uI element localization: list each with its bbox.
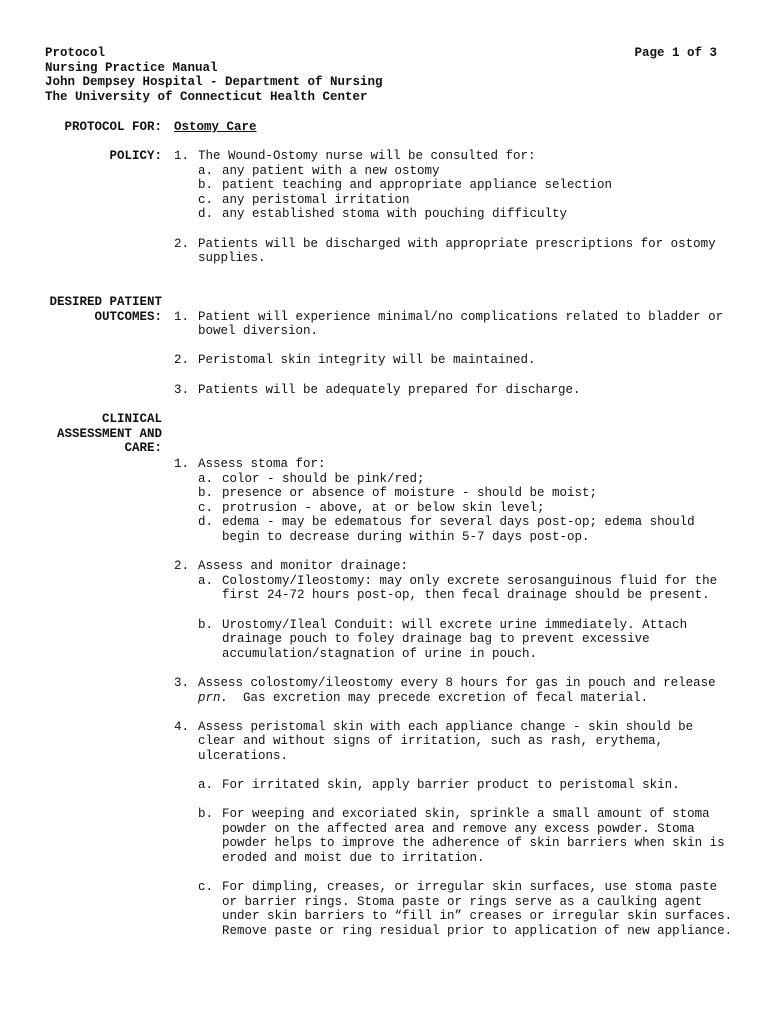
sub-letter: c. bbox=[198, 500, 214, 515]
sub-text: edema - may be edematous for several days post-op; edema should begin to decrease during within 5-7 days post-op. bbox=[222, 515, 695, 544]
item-text: Assess peristomal skin with each appliance change - skin should be clear and without signs of irritation, such as rash, erythema, ulcerations. bbox=[198, 719, 694, 763]
item-text: Patient will experience minimal/no complications related to bladder or bowel diversion. bbox=[198, 309, 724, 339]
clinical-item bbox=[174, 457, 734, 545]
sub-letter: d. bbox=[198, 207, 214, 222]
item-text: Assess and monitor drainage: bbox=[198, 559, 409, 574]
sub-text: Urostomy/Ileal Conduit: will excrete urine immediately. Attach drainage pouch to foley drainage bag to prevent excessive accumulation/stagnation of urine in pouch. bbox=[222, 617, 688, 661]
item-text-part: Gas excretion may precede excretion of fecal material. bbox=[243, 690, 649, 705]
item-number: 2. bbox=[174, 236, 190, 251]
sub-item bbox=[198, 178, 734, 193]
item-number: 2. bbox=[174, 559, 190, 574]
sub-text: any peristomal irritation bbox=[222, 192, 410, 207]
item-number: 3. bbox=[174, 382, 190, 397]
header-line: John Dempsey Hospital - Department of Nursing bbox=[45, 75, 383, 90]
outcome-item bbox=[174, 353, 734, 368]
clinical-item bbox=[174, 676, 734, 705]
protocol-label: PROTOCOL FOR: bbox=[64, 120, 162, 134]
item-number: 1. bbox=[174, 149, 190, 163]
sub-letter: b. bbox=[198, 178, 214, 193]
sub-letter: d. bbox=[198, 515, 214, 530]
sub-item bbox=[198, 193, 734, 208]
item-text: Assess stoma for: bbox=[198, 457, 326, 471]
sub-text: any patient with a new ostomy bbox=[222, 163, 440, 178]
header-line: Protocol bbox=[45, 46, 106, 60]
item-text: Patients will be adequately prepared for discharge. bbox=[198, 382, 581, 397]
sub-item bbox=[198, 574, 734, 603]
item-text-part: Assess colostomy/ileostomy every 8 hours for gas in pouch and release bbox=[198, 675, 716, 690]
protocol-title: Ostomy Care bbox=[174, 120, 257, 134]
item-text: Patients will be discharged with appropriate prescriptions for ostomy supplies. bbox=[198, 236, 716, 266]
sub-item bbox=[198, 472, 734, 487]
page-number: Page 1 of 3 bbox=[634, 46, 717, 60]
header-line: The University of Connecticut Health Center bbox=[45, 89, 368, 104]
clinical-label: CLINICAL ASSESSMENT AND CARE: bbox=[56, 412, 162, 456]
sub-item bbox=[198, 778, 734, 793]
policy-label: POLICY: bbox=[109, 149, 162, 163]
sub-letter: b. bbox=[198, 617, 214, 632]
sub-text: For dimpling, creases, or irregular skin surfaces, use stoma paste or barrier rings. Stoma paste or rings serve as a caulking agent under skin barriers to “fill in” creases or irregular skin surfaces. Remove paste or ring residual prior to application of new appliance. bbox=[222, 880, 733, 938]
sub-text: protrusion - above, at or below skin level; bbox=[222, 500, 545, 515]
policy-item bbox=[174, 149, 734, 222]
sub-item bbox=[198, 164, 734, 179]
outcome-item bbox=[174, 310, 734, 339]
sub-text: For irritated skin, apply barrier product to peristomal skin. bbox=[222, 778, 680, 793]
sub-text: Colostomy/Ileostomy: may only excrete serosanguinous fluid for the first 24-72 hours post-op, then fecal drainage should be present. bbox=[222, 573, 718, 603]
item-number: 1. bbox=[174, 309, 190, 324]
clinical-item bbox=[174, 559, 734, 661]
policy-item bbox=[174, 237, 734, 266]
sub-text: any established stoma with pouching difficulty bbox=[222, 207, 568, 222]
item-text: Peristomal skin integrity will be maintained. bbox=[198, 353, 536, 368]
outcome-item bbox=[174, 383, 734, 398]
sub-item bbox=[198, 501, 734, 516]
sub-item bbox=[198, 618, 734, 662]
item-text-emphasis: prn. bbox=[198, 690, 229, 705]
sub-item bbox=[198, 207, 734, 222]
sub-item bbox=[198, 515, 734, 544]
sub-text: patient teaching and appropriate appliance selection bbox=[222, 178, 613, 193]
sub-letter: a. bbox=[198, 778, 214, 793]
sub-item bbox=[198, 880, 734, 938]
sub-text: presence or absence of moisture - should be moist; bbox=[222, 486, 598, 501]
outcomes-label: DESIRED PATIENT OUTCOMES: bbox=[49, 295, 162, 324]
item-number: 2. bbox=[174, 353, 190, 368]
sub-item bbox=[198, 486, 734, 501]
header-line: Nursing Practice Manual bbox=[45, 60, 218, 75]
sub-letter: b. bbox=[198, 807, 214, 822]
sub-letter: a. bbox=[198, 163, 214, 178]
sub-item bbox=[198, 807, 734, 865]
item-number: 3. bbox=[174, 675, 190, 690]
sub-letter: b. bbox=[198, 486, 214, 501]
clinical-item bbox=[174, 720, 734, 939]
sub-letter: c. bbox=[198, 192, 214, 207]
item-number: 1. bbox=[174, 457, 190, 471]
sub-letter: a. bbox=[198, 471, 214, 486]
item-text: The Wound-Ostomy nurse will be consulted for: bbox=[198, 149, 536, 163]
item-text bbox=[198, 676, 734, 705]
sub-letter: c. bbox=[198, 880, 214, 895]
document-header bbox=[45, 46, 717, 104]
item-number: 4. bbox=[174, 719, 190, 734]
sub-text: color - should be pink/red; bbox=[222, 471, 425, 486]
sub-letter: a. bbox=[198, 573, 214, 588]
sub-text: For weeping and excoriated skin, sprinkle a small amount of stoma powder on the affected area and remove any excess powder. Stoma powder helps to improve the adherence of skin barriers when skin is eroded and moist due to irritation. bbox=[222, 807, 725, 866]
